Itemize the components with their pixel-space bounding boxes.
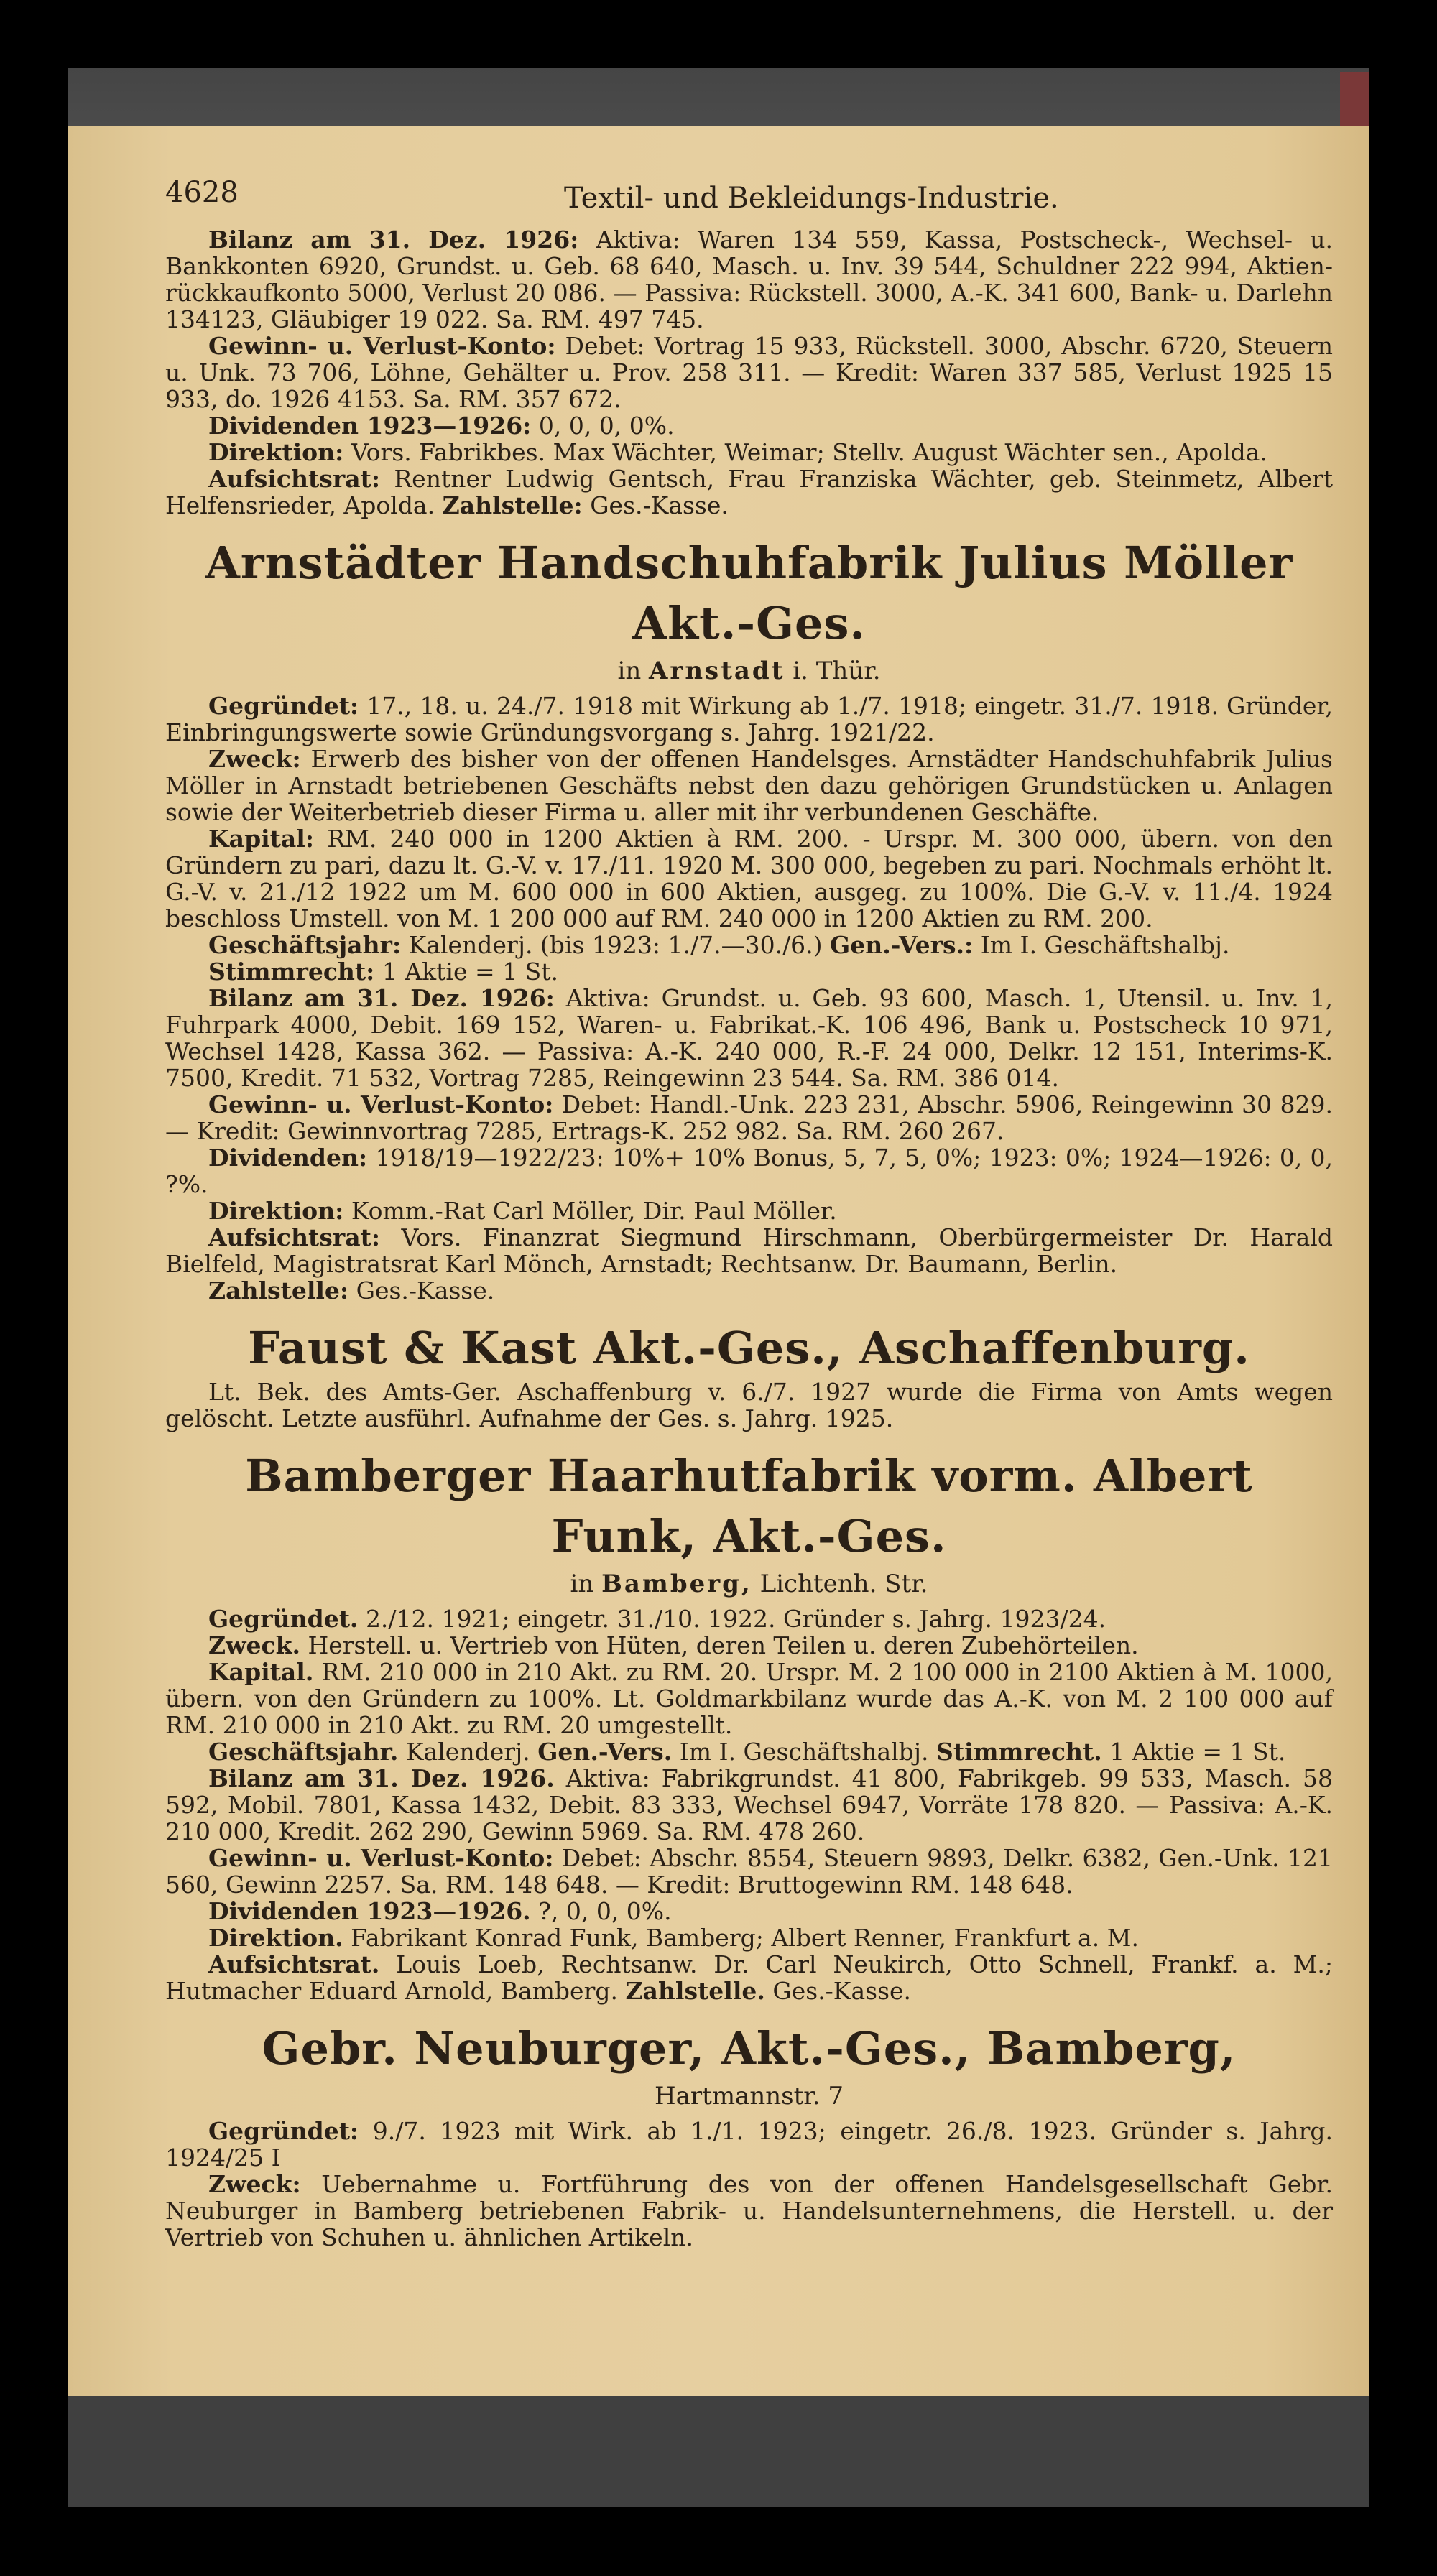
direktion-label: Direktion: bbox=[208, 1197, 344, 1225]
dividenden-text: ?, 0, 0, 0%. bbox=[538, 1897, 672, 1925]
aufsichtsrat-text: Rentner Ludwig Gentsch, Frau Franziska Wächter, geb. Steinmetz, Albert Helfensrieder, Apolda. bbox=[165, 465, 1333, 519]
gegruendet-paragraph bbox=[165, 692, 1333, 746]
geschaeftsjahr-label: Geschäftsjahr. bbox=[208, 1738, 399, 1766]
aufsichtsrat-label: Aufsichtsrat. bbox=[208, 1950, 380, 1978]
dividenden-text: 1918/19—1922/23: 10%+ 10% Bonus, 5, 7, 5, 0%; 1923: 0%; 1924—1926: 0, 0, ?%. bbox=[165, 1144, 1333, 1198]
genvers-text: Im I. Geschäftshalbj. bbox=[679, 1738, 929, 1766]
zweck-text: Herstell. u. Vertrieb von Hüten, deren Teilen u. deren Zubehörteilen. bbox=[308, 1631, 1139, 1659]
aufsichtsrat-text: Louis Loeb, Rechtsanw. Dr. Carl Neukirch, Otto Schnell, Frankf. a. M.; Hutmacher Eduard Arnold, Bamberg. bbox=[165, 1950, 1333, 2005]
direktion-paragraph bbox=[165, 1197, 1333, 1224]
zahlstelle-text: Ges.-Kasse. bbox=[590, 491, 729, 519]
aufsichtsrat-paragraph bbox=[165, 1951, 1333, 2004]
zweck-paragraph bbox=[165, 746, 1333, 825]
guv-paragraph bbox=[165, 333, 1333, 412]
dividenden-label: Dividenden: bbox=[208, 1144, 368, 1172]
company-title: Bamberger Haarhutfabrik vorm. Albert Funk, Akt.-Ges. bbox=[245, 1450, 1253, 1562]
running-title: Textil- und Bekleidungs-Industrie. bbox=[564, 182, 1059, 215]
bilanz-label: Bilanz am 31. Dez. 1926: bbox=[208, 984, 555, 1012]
zahlstelle-text: Ges.-Kasse. bbox=[356, 1277, 495, 1305]
direktion-paragraph bbox=[165, 1924, 1333, 1951]
guv-text: Debet: Vortrag 15 933, Rückstell. 3000, Abschr. 6720, Steuern u. Unk. 73 706, Löhne, Gehälter u. Prov. 258 311. — Kredit: Waren 337 585, Verlust 1925 15 933, do. 1926 4153. Sa. RM. 357 672. bbox=[165, 332, 1333, 413]
bilanz-label: Bilanz am 31. Dez. 1926: bbox=[208, 226, 579, 254]
genvers-label: Gen.-Vers.: bbox=[830, 931, 974, 959]
kapital-paragraph bbox=[165, 825, 1333, 932]
zahlstelle-paragraph bbox=[165, 1277, 1333, 1304]
company-title: Faust & Kast Akt.-Ges., Aschaffenburg. bbox=[248, 1322, 1250, 1374]
entry-bamberger bbox=[165, 1446, 1333, 2004]
zahlstelle-label: Zahlstelle: bbox=[208, 1277, 349, 1305]
book-binding-top bbox=[68, 68, 1369, 126]
genvers-label: Gen.-Vers. bbox=[537, 1738, 673, 1766]
stimmrecht-label: Stimmrecht. bbox=[936, 1738, 1102, 1766]
zweck-label: Zweck: bbox=[208, 2170, 301, 2198]
dividenden-text: 0, 0, 0, 0%. bbox=[538, 412, 675, 440]
aufsichtsrat-text: Vors. Finanzrat Siegmund Hirschmann, Oberbürgermeister Dr. Harald Bielfeld, Magistratsrat Karl Mönch, Arnstadt; Rechtsanw. Dr. Baumann, Berlin. bbox=[165, 1223, 1333, 1278]
stimmrecht-label: Stimmrecht: bbox=[208, 958, 375, 986]
bilanz-paragraph bbox=[165, 1765, 1333, 1845]
company-location: Hartmannstr. 7 bbox=[654, 2082, 844, 2111]
guv-paragraph bbox=[165, 1091, 1333, 1144]
kapital-paragraph bbox=[165, 1659, 1333, 1738]
kapital-label: Kapital. bbox=[208, 1658, 314, 1686]
kapital-text: RM. 240 000 in 1200 Aktien à RM. 200. - Urspr. M. 300 000, übern. von den Gründern zu pari, dazu lt. G.-V. v. 17./11. 1920 M. 300 000, begeben zu pari. Nochmals erhöht lt. G.-V. v. 21./12 1922 um M. 600 000 in 600 Aktien, ausgeg. zu 100%. Die G.-V. v. 11./4. 1924 beschloss Umstell. von M. 1 200 000 auf RM. 240 000 in 1200 Aktien zu RM. 200. bbox=[165, 825, 1333, 932]
entry-arnstaedter bbox=[165, 533, 1333, 1304]
direktion-paragraph bbox=[165, 439, 1333, 465]
bilanz-text: Aktiva: Waren 134 559, Kassa, Postscheck-, Wechsel- u. Bankkonten 6920, Grundst. u. Geb. 68 640, Masch. u. Inv. 39 544, Schuldner 222 994, Aktien-rückkaufkonto 5000, Verlust 20 086. — Passiva: Rückstell. 3000, A.-K. 341 600, Bank- u. Darlehn 134123, Gläubiger 19 022. Sa. RM. 497 745. bbox=[165, 226, 1333, 333]
direktion-label: Direktion. bbox=[208, 1924, 343, 1952]
page-header bbox=[165, 176, 1333, 226]
bilanz-paragraph bbox=[165, 985, 1333, 1091]
entry-faust-kast bbox=[165, 1318, 1333, 1432]
location-in: in bbox=[570, 1570, 594, 1598]
geschaeftsjahr-paragraph bbox=[165, 1738, 1333, 1765]
gegruendet-label: Gegründet: bbox=[208, 2117, 359, 2145]
zweck-paragraph bbox=[165, 2171, 1333, 2251]
company-title: Arnstädter Handschuhfabrik Julius Möller Akt.-Ges. bbox=[205, 537, 1293, 649]
location-city: Arnstadt bbox=[649, 657, 785, 685]
direktion-label: Direktion: bbox=[208, 438, 344, 466]
company-title: Gebr. Neuburger, Akt.-Ges., Bamberg, bbox=[262, 2022, 1237, 2075]
notice-paragraph: Lt. Bek. des Amts-Ger. Aschaffenburg v. 6./7. 1927 wurde die Firma von Amts wegen gelöscht. Letzte ausführl. Aufnahme der Ges. s. Jahrg. 1925. bbox=[165, 1378, 1333, 1432]
dividenden-label: Dividenden 1923—1926: bbox=[208, 412, 532, 440]
entry-previous-company bbox=[165, 226, 1333, 519]
location-city: Bamberg, bbox=[601, 1570, 752, 1598]
stimmrecht-paragraph bbox=[165, 958, 1333, 985]
bilanz-text: Aktiva: Fabrikgrundst. 41 800, Fabrikgeb. 99 533, Masch. 58 592, Mobil. 7801, Kassa 1432, Debit. 83 333, Wechsel 6947, Vorräte 178 820. — Passiva: A.-K. 210 000, Kredit. 262 290, Gewinn 5969. Sa. RM. 478 260. bbox=[165, 1764, 1333, 1845]
kapital-label: Kapital: bbox=[208, 825, 315, 853]
guv-label: Gewinn- u. Verlust-Konto: bbox=[208, 332, 556, 360]
dividenden-paragraph bbox=[165, 1144, 1333, 1197]
zweck-paragraph bbox=[165, 1632, 1333, 1659]
book-binding-spine bbox=[1340, 72, 1369, 129]
guv-label: Gewinn- u. Verlust-Konto: bbox=[208, 1844, 554, 1872]
page-number: 4628 bbox=[165, 176, 239, 209]
geschaeftsjahr-text: Kalenderj. (bis 1923: 1./7.—30./6.) bbox=[408, 931, 823, 959]
direktion-text: Komm.-Rat Carl Möller, Dir. Paul Möller. bbox=[351, 1197, 837, 1225]
location-in: in bbox=[617, 657, 642, 685]
gegruendet-text: 17., 18. u. 24./7. 1918 mit Wirkung ab 1./7. 1918; eingetr. 31./7. 1918. Gründer, Einbringungswerte sowie Gründungsvorgang s. Jahrg. 1921/22. bbox=[165, 692, 1333, 746]
aufsichtsrat-paragraph bbox=[165, 465, 1333, 519]
scan-bottom-margin bbox=[68, 2396, 1369, 2507]
entry-neuburger bbox=[165, 2019, 1333, 2251]
aufsichtsrat-label: Aufsichtsrat: bbox=[208, 465, 381, 493]
gegruendet-paragraph bbox=[165, 1606, 1333, 1632]
guv-label: Gewinn- u. Verlust-Konto: bbox=[208, 1090, 554, 1118]
aufsichtsrat-paragraph bbox=[165, 1224, 1333, 1277]
direktion-text: Fabrikant Konrad Funk, Bamberg; Albert Renner, Frankfurt a. M. bbox=[351, 1924, 1139, 1952]
direktion-text: Vors. Fabrikbes. Max Wächter, Weimar; Stellv. August Wächter sen., Apolda. bbox=[351, 438, 1267, 466]
zahlstelle-text: Ges.-Kasse. bbox=[772, 1977, 912, 2005]
dividenden-paragraph bbox=[165, 1898, 1333, 1924]
zweck-label: Zweck: bbox=[208, 745, 301, 773]
genvers-text: Im I. Geschäftshalbj. bbox=[980, 931, 1230, 959]
dividenden-label: Dividenden 1923—1926. bbox=[208, 1897, 531, 1925]
gegruendet-label: Gegründet: bbox=[208, 692, 359, 720]
zahlstelle-label: Zahlstelle. bbox=[625, 1977, 765, 2005]
guv-paragraph bbox=[165, 1845, 1333, 1898]
guv-text: Debet: Abschr. 8554, Steuern 9893, Delkr. 6382, Gen.-Unk. 121 560, Gewinn 2257. Sa. RM. 148 648. — Kredit: Bruttogewinn RM. 148 648. bbox=[165, 1844, 1333, 1899]
zahlstelle-label: Zahlstelle: bbox=[442, 491, 583, 519]
stimmrecht-text: 1 Aktie = 1 St. bbox=[382, 958, 558, 986]
zweck-text: Uebernahme u. Fortführung des von der offenen Handelsgesellschaft Gebr. Neuburger in Bamberg betriebenen Fabrik- u. Handelsunternehmens, die Herstell. u. der Vertrieb von Schuhen u. ähnlichen Artikeln. bbox=[165, 2170, 1334, 2251]
company-location bbox=[165, 654, 1333, 688]
location-rest: Lichtenh. Str. bbox=[759, 1570, 928, 1598]
geschaeftsjahr-text: Kalenderj. bbox=[405, 1738, 530, 1766]
kapital-text: RM. 210 000 in 210 Akt. zu RM. 20. Urspr. M. 2 100 000 in 2100 Aktien à M. 1000, übern. von den Gründern zu 100%. Lt. Goldmarkbilanz wurde das A.-K. von M. 2 100 000 auf RM. 210 000 in 210 Akt. zu RM. 20 umgestellt. bbox=[165, 1658, 1333, 1739]
document-page bbox=[68, 126, 1369, 2396]
bilanz-text: Aktiva: Grundst. u. Geb. 93 600, Masch. 1, Utensil. u. Inv. 1, Fuhrpark 4000, Debit. 169 152, Waren- u. Fabrikat.-K. 106 496, Bank u. Postscheck 10 971, Wechsel 1428, Kassa 362. — Passiva: A.-K. 240 000, R.-F. 24 000, Delkr. 12 151, Interims-K. 7500, Kredit. 71 532, Vortrag 7285, Reingewinn 23 544. Sa. RM. 386 014. bbox=[165, 984, 1333, 1092]
zweck-label: Zweck. bbox=[208, 1631, 300, 1659]
gegruendet-text: 2./12. 1921; eingetr. 31./10. 1922. Gründer s. Jahrg. 1923/24. bbox=[365, 1605, 1106, 1633]
location-rest: i. Thür. bbox=[793, 657, 881, 685]
aufsichtsrat-label: Aufsichtsrat: bbox=[208, 1223, 381, 1251]
bilanz-label: Bilanz am 31. Dez. 1926. bbox=[208, 1764, 555, 1792]
company-location bbox=[165, 1567, 1333, 1601]
stimmrecht-text: 1 Aktie = 1 St. bbox=[1109, 1738, 1286, 1766]
guv-text: Debet: Handl.-Unk. 223 231, Abschr. 5906, Reingewinn 30 829. — Kredit: Gewinnvortrag 7285, Ertrags-K. 252 982. Sa. RM. 260 267. bbox=[165, 1090, 1333, 1145]
gegruendet-label: Gegründet. bbox=[208, 1605, 359, 1633]
bilanz-paragraph bbox=[165, 226, 1333, 333]
geschaeftsjahr-paragraph bbox=[165, 932, 1333, 958]
geschaeftsjahr-label: Geschäftsjahr: bbox=[208, 931, 402, 959]
dividenden-paragraph bbox=[165, 412, 1333, 439]
zweck-text: Erwerb des bisher von der offenen Handelsges. Arnstädter Handschuhfabrik Julius Möller in Arnstadt betriebenen Geschäfts nebst den dazu gehörigen Grundstücken u. Anlagen sowie der Weiterbetrieb dieser Firma u. aller mit ihr verbundenen Geschäfte. bbox=[165, 745, 1333, 826]
gegruendet-paragraph bbox=[165, 2118, 1333, 2171]
gegruendet-text: 9./7. 1923 mit Wirk. ab 1./1. 1923; eingetr. 26./8. 1923. Gründer s. Jahrg. 1924/25 I bbox=[165, 2117, 1333, 2172]
